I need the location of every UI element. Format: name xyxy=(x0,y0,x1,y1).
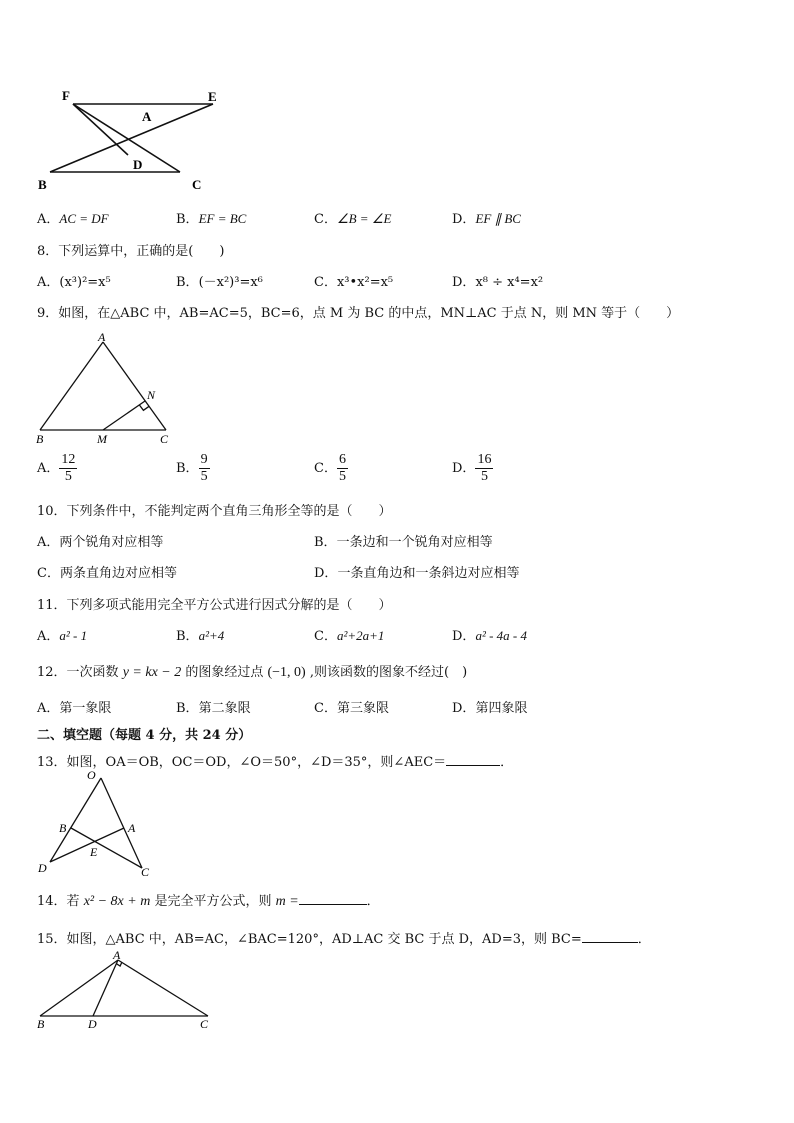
q8-option-a: A．(x³)²=x⁵ xyxy=(37,275,111,290)
q12-stem: 12．一次函数 y = kx − 2 的图象经过点 (−1, 0) ,则该函数的图象不经过( ) xyxy=(37,665,468,680)
label-C: C xyxy=(160,432,169,446)
label-B: B xyxy=(38,177,47,192)
label-B: B xyxy=(59,821,67,835)
q7-option-b: B．EF = BC xyxy=(176,211,247,227)
section-heading: 二、填空题（每题 4 分，共 24 分） xyxy=(37,728,252,743)
label-D: D xyxy=(38,861,47,875)
q7-option-d: D．EF ∥ BC xyxy=(452,211,521,227)
fraction: $\frac{12}{5}$ xyxy=(61,452,76,484)
q8-option-d: D．x⁸ ÷ x⁴=x² xyxy=(452,275,544,290)
q9-option-d: D． $\frac{16}{5}$ xyxy=(452,452,492,484)
label-D: D xyxy=(133,157,143,172)
label-E: E xyxy=(208,89,217,104)
fraction: $\frac{6}{5}$ xyxy=(338,452,346,484)
q9-option-c: C． $\frac{6}{5}$ xyxy=(314,452,346,484)
q11-stem: 11．下列多项式能用完全平方公式进行因式分解的是（ ） xyxy=(37,598,392,613)
q12-formula: y = kx − 2 xyxy=(122,665,182,680)
q12-option-d: D．第四象限 xyxy=(452,701,528,716)
figure-q7 xyxy=(30,85,230,195)
label-M: M xyxy=(97,432,107,446)
q8-option-c: C．x³•x²=x⁵ xyxy=(314,275,394,290)
q9-option-b: B． $\frac{9}{5}$ xyxy=(176,452,208,484)
fraction: $\frac{16}{5}$ xyxy=(477,452,492,484)
q11-option-c: C．a²+2a+1 xyxy=(314,628,385,644)
q11-option-a: A．a² - 1 xyxy=(37,628,88,644)
q13-stem: 13．如图，OA＝OB，OC＝OD，∠O＝50°，∠D＝35°，则∠AEC＝ ． xyxy=(37,755,514,770)
label-A: A xyxy=(98,330,106,344)
q7-option-a: A．AC = DF xyxy=(37,211,109,227)
label-F: F xyxy=(62,88,70,103)
q10-option-c: C．两条直角边对应相等 xyxy=(37,566,177,581)
q12-option-c: C．第三象限 xyxy=(314,701,389,716)
label-A: A xyxy=(142,109,152,124)
q9-stem: 9．如图，在△ABC 中，AB=AC=5，BC=6，点 M 为 BC 的中点，MN⊥AC 于点 N，则 MN 等于（ ） xyxy=(37,306,680,321)
label-B: B xyxy=(37,1017,45,1031)
label-D: D xyxy=(88,1017,97,1031)
q7-option-c: C．∠B = ∠E xyxy=(314,211,392,227)
q8-option-b: B．(－x²)³=x⁶ xyxy=(176,275,263,290)
q12-option-a: A．第一象限 xyxy=(37,701,112,716)
q14-formula: x² − 8x + m xyxy=(83,894,151,909)
answer-blank[interactable] xyxy=(446,753,500,766)
label-B: B xyxy=(36,432,44,446)
answer-blank[interactable] xyxy=(582,930,638,943)
q9-option-a: A． $\frac{12}{5}$ xyxy=(37,452,76,484)
figure-q13 xyxy=(30,768,160,880)
q8-stem: 8．下列运算中，正确的是( ) xyxy=(37,244,225,259)
label-C: C xyxy=(192,177,202,192)
q12-option-b: B．第二象限 xyxy=(176,701,251,716)
q10-stem: 10．下列条件中，不能判定两个直角三角形全等的是（ ） xyxy=(37,504,392,519)
label-E: E xyxy=(90,845,98,859)
q11-option-b: B．a²+4 xyxy=(176,628,225,644)
answer-blank[interactable] xyxy=(299,892,367,905)
q10-option-d: D．一条直角边和一条斜边对应相等 xyxy=(314,566,520,581)
label-C: C xyxy=(141,865,150,879)
label-O: O xyxy=(87,768,96,782)
label-C: C xyxy=(200,1017,209,1031)
figure-q9 xyxy=(30,330,190,448)
label-A: A xyxy=(128,821,136,835)
q15-stem: 15．如图，△ABC 中，AB=AC，∠BAC=120°，AD⊥AC 交 BC 于点 D，AD=3，则 BC= ． xyxy=(37,932,651,947)
fraction: $\frac{9}{5}$ xyxy=(200,452,208,484)
figure-q15 xyxy=(30,948,220,1034)
q10-option-a: A．两个锐角对应相等 xyxy=(37,535,164,550)
label-A: A xyxy=(113,948,121,962)
q10-option-b: B．一条边和一个锐角对应相等 xyxy=(314,535,493,550)
q14-stem: 14．若 x² − 8x + m 是完全平方公式，则 m = ． xyxy=(37,894,380,909)
q11-option-d: D．a² - 4a - 4 xyxy=(452,628,527,644)
label-N: N xyxy=(147,388,156,402)
q14-variable: m = xyxy=(275,894,299,909)
q12-point: (−1, 0) xyxy=(267,665,306,680)
